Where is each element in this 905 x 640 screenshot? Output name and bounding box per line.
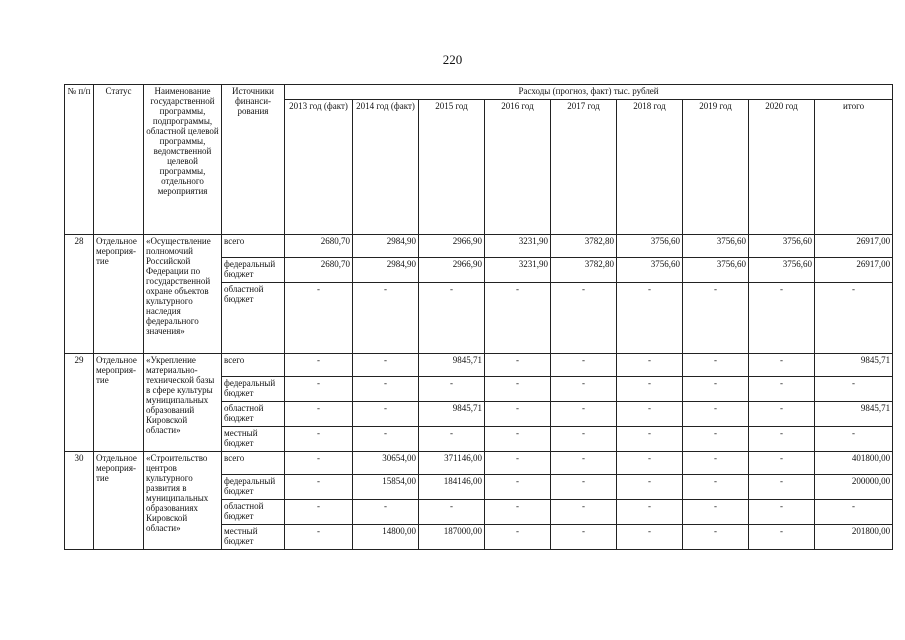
cell-value: 3231,90 [485, 235, 551, 258]
cell-value: - [353, 500, 419, 525]
cell-total: 26917,00 [815, 235, 893, 258]
cell-value: - [749, 283, 815, 354]
cell-total: - [815, 427, 893, 452]
cell-value: - [353, 354, 419, 377]
cell-total: 26917,00 [815, 258, 893, 283]
cell-value: 3231,90 [485, 258, 551, 283]
cell-value: - [285, 452, 353, 475]
cell-value: - [749, 354, 815, 377]
row-source: областной бюджет [222, 500, 285, 525]
cell-value: 3782,80 [551, 235, 617, 258]
cell-value: 371146,00 [419, 452, 485, 475]
cell-value: 3756,60 [683, 258, 749, 283]
cell-value: - [285, 354, 353, 377]
cell-value: - [617, 402, 683, 427]
header-total: итого [815, 100, 893, 235]
cell-value: - [749, 525, 815, 550]
row-status: Отдельное мероприятие [94, 354, 144, 452]
cell-value: 2680,70 [285, 235, 353, 258]
row-source: федеральный бюджет [222, 377, 285, 402]
cell-value: - [749, 500, 815, 525]
cell-value: - [749, 377, 815, 402]
cell-value: - [285, 402, 353, 427]
cell-value: - [353, 402, 419, 427]
cell-value: - [683, 377, 749, 402]
header-source: Источники финансирования [222, 85, 285, 235]
cell-value: - [551, 427, 617, 452]
cell-value: - [485, 427, 551, 452]
cell-value: 3756,60 [683, 235, 749, 258]
cell-value: - [617, 525, 683, 550]
cell-value: - [749, 475, 815, 500]
cell-value: 2680,70 [285, 258, 353, 283]
cell-total: 9845,71 [815, 402, 893, 427]
row-num: 29 [65, 354, 94, 452]
row-source: местный бюджет [222, 525, 285, 550]
cell-value: - [485, 354, 551, 377]
cell-value: - [617, 377, 683, 402]
row-name: «Строительство центров культурного развития в муниципальных образованиях Кировской области» [144, 452, 222, 550]
cell-value: - [551, 377, 617, 402]
cell-value: - [749, 452, 815, 475]
cell-value: - [285, 525, 353, 550]
cell-value: - [353, 283, 419, 354]
cell-value: - [419, 427, 485, 452]
cell-value: 3782,80 [551, 258, 617, 283]
cell-value: 2984,90 [353, 258, 419, 283]
header-name: Наименование государственной программы, подпрограммы, областной целевой программы, ведомственной целевой программы, отдельного мероприятия [144, 85, 222, 235]
cell-value: - [749, 427, 815, 452]
cell-value: - [285, 283, 353, 354]
row-source: федеральный бюджет [222, 258, 285, 283]
table-row [65, 354, 893, 377]
header-year-2018: 2018 год [617, 100, 683, 235]
cell-total: 200000,00 [815, 475, 893, 500]
row-name: «Укрепление материально-технической базы в сфере культуры муниципальных образований Кировской области» [144, 354, 222, 452]
cell-value: 2966,90 [419, 258, 485, 283]
cell-value: 9845,71 [419, 354, 485, 377]
cell-value: 9845,71 [419, 402, 485, 427]
cell-value: 2966,90 [419, 235, 485, 258]
cell-value: - [683, 525, 749, 550]
cell-total: - [815, 283, 893, 354]
cell-value: - [551, 283, 617, 354]
cell-value: - [617, 354, 683, 377]
row-source: областной бюджет [222, 402, 285, 427]
header-year-2015: 2015 год [419, 100, 485, 235]
row-source: всего [222, 235, 285, 258]
cell-value: - [485, 402, 551, 427]
cell-value: 3756,60 [617, 258, 683, 283]
header-year-2019: 2019 год [683, 100, 749, 235]
cell-value: - [285, 475, 353, 500]
row-source: федеральный бюджет [222, 475, 285, 500]
row-source: всего [222, 452, 285, 475]
cell-value: 3756,60 [749, 235, 815, 258]
cell-value: 3756,60 [617, 235, 683, 258]
cell-value: - [353, 427, 419, 452]
row-name: «Осуществление полномочий Российской Федерации по государственной охране объектов культурного наследия федерального значения» [144, 235, 222, 354]
cell-value: 187000,00 [419, 525, 485, 550]
cell-value: - [419, 500, 485, 525]
cell-value: - [683, 452, 749, 475]
header-year-2013: 2013 год (факт) [285, 100, 353, 235]
cell-value: - [485, 500, 551, 525]
cell-value: - [485, 452, 551, 475]
row-num: 28 [65, 235, 94, 354]
header-expenses: Расходы (прогноз, факт) тыс. рублей [285, 85, 893, 100]
cell-value: - [551, 402, 617, 427]
table-row [65, 235, 893, 258]
cell-value: 184146,00 [419, 475, 485, 500]
cell-value: - [551, 475, 617, 500]
cell-total: - [815, 377, 893, 402]
cell-value: - [485, 377, 551, 402]
cell-total: 401800,00 [815, 452, 893, 475]
row-source: областной бюджет [222, 283, 285, 354]
cell-value: 30654,00 [353, 452, 419, 475]
cell-value: - [285, 377, 353, 402]
cell-value: - [353, 377, 419, 402]
cell-value: 3756,60 [749, 258, 815, 283]
cell-value: - [683, 475, 749, 500]
cell-value: - [285, 500, 353, 525]
cell-value: 2984,90 [353, 235, 419, 258]
cell-value: - [749, 402, 815, 427]
header-num: № п/п [65, 85, 94, 235]
cell-value: - [551, 500, 617, 525]
cell-total: 9845,71 [815, 354, 893, 377]
cell-total: 201800,00 [815, 525, 893, 550]
cell-value: - [485, 525, 551, 550]
cell-value: 14800,00 [353, 525, 419, 550]
cell-value: - [617, 475, 683, 500]
row-num: 30 [65, 452, 94, 550]
cell-value: - [683, 427, 749, 452]
cell-value: - [617, 500, 683, 525]
row-source: местный бюджет [222, 427, 285, 452]
cell-value: - [617, 283, 683, 354]
cell-value: - [683, 402, 749, 427]
row-source: всего [222, 354, 285, 377]
page-number: 220 [442, 52, 463, 67]
header-year-2020: 2020 год [749, 100, 815, 235]
header-year-2014: 2014 год (факт) [353, 100, 419, 235]
row-status: Отдельное мероприятие [94, 452, 144, 550]
cell-value: 15854,00 [353, 475, 419, 500]
budget-table [64, 84, 893, 550]
row-status: Отдельное мероприятие [94, 235, 144, 354]
header-status: Статус [94, 85, 144, 235]
cell-value: - [683, 500, 749, 525]
cell-value: - [285, 427, 353, 452]
cell-total: - [815, 500, 893, 525]
cell-value: - [551, 354, 617, 377]
cell-value: - [419, 283, 485, 354]
header-year-2016: 2016 год [485, 100, 551, 235]
cell-value: - [683, 354, 749, 377]
cell-value: - [485, 475, 551, 500]
header-year-2017: 2017 год [551, 100, 617, 235]
cell-value: - [419, 377, 485, 402]
cell-value: - [485, 283, 551, 354]
table-row [65, 452, 893, 475]
cell-value: - [683, 283, 749, 354]
cell-value: - [551, 452, 617, 475]
cell-value: - [551, 525, 617, 550]
cell-value: - [617, 427, 683, 452]
cell-value: - [617, 452, 683, 475]
